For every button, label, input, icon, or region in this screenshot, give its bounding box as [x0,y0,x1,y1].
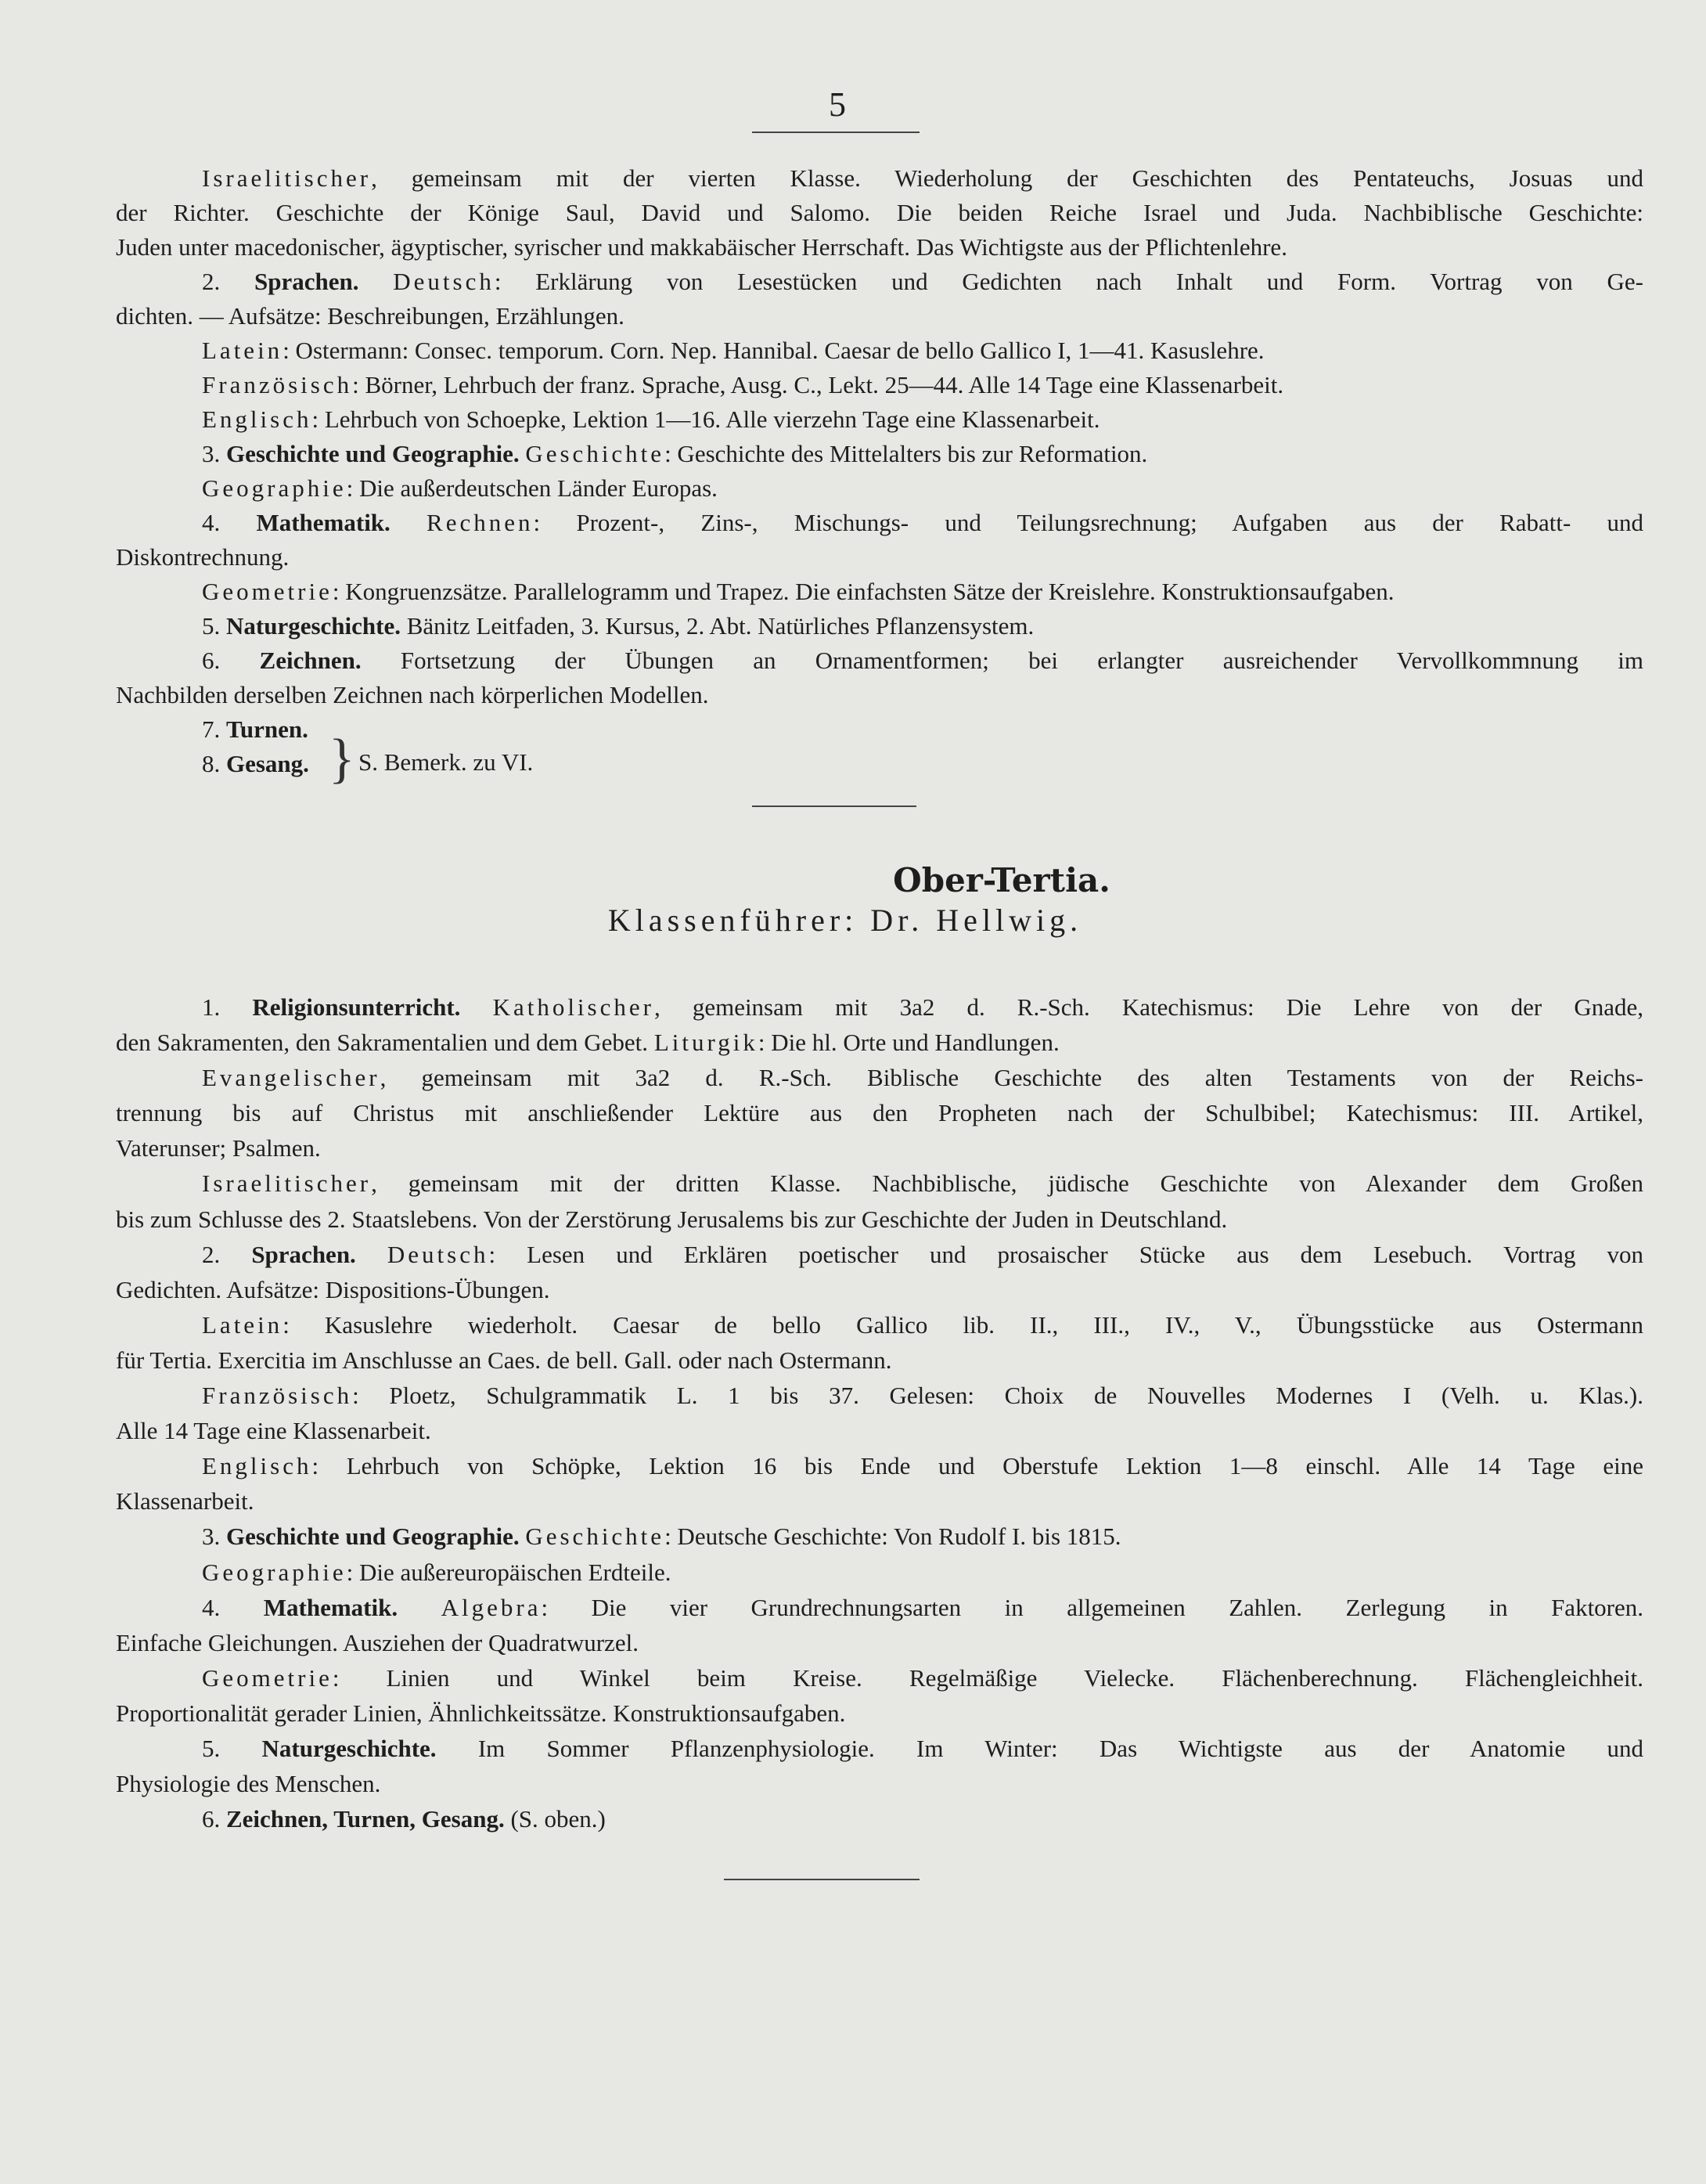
text-segment: den Sakramenten, den Sakramentalien und dem Gebet. [116,1029,654,1057]
topic-label: Algebra [441,1593,542,1621]
text-segment: Vaterunser; Psalmen. [116,1134,321,1162]
text-segment [391,509,426,536]
text-segment: : Kasuslehre wiederholt. Caesar de bello Gallico lib. II., III., IV., V., Übungsstücke aus Ostermann [283,1310,1643,1339]
text-line [116,1060,1643,1095]
text-line [116,1272,1643,1307]
text-segment: 5. [202,1734,262,1762]
class-teacher: Klassenführer: Dr. Hellwig. [607,903,1083,938]
text-segment: : Lesen und Erklären poetischer und prosaischer Stücke aus dem Lesebuch. Vortrag von [488,1240,1643,1268]
text-segment: : Kongruenzsätze. Parallelogramm und Trapez. Die einfachsten Sätze der Kreislehre. Konstruktionsaufgaben. [332,578,1395,605]
subject-heading: Mathematik. [263,1593,398,1621]
paragraph [116,402,1643,437]
subject-heading: Sprachen. [251,1240,356,1268]
paragraph [116,989,1643,1060]
paragraph [116,161,1643,265]
text-line [116,196,1643,230]
text-segment: Fortsetzung der Übungen an Ornamentformen; bei erlangter ausreichender Vervollkommnung im [361,647,1644,674]
text-line [116,540,1643,575]
topic-label: Französisch [202,1382,353,1410]
text-line [116,1166,1643,1201]
text-segment: Proportionalität gerader Linien, Ähnlichkeitssätze. Konstruktionsaufgaben. [116,1699,846,1727]
text-segment: 3. [202,1523,226,1551]
text-segment: : Geschichte des Mittelalters bis zur Reformation. [664,440,1148,467]
text-segment: 6. [202,647,260,674]
topic-label: Geographie [202,474,347,502]
text-segment: der Richter. Geschichte der Könige Saul, David und Salomo. Die beiden Reiche Israel und Juda. Nachbiblische Geschichte: [116,199,1643,226]
text-line [116,1696,1643,1731]
text-line [116,1130,1643,1166]
paragraph [116,265,1643,333]
text-line [116,1237,1643,1272]
text-segment [398,1594,441,1621]
text-segment: Bänitz Leitfaden, 3. Kursus, 2. Abt. Natürliches Pflanzensystem. [400,612,1035,640]
topic-label: Rechnen [426,509,534,536]
text-segment: : Lehrbuch von Schoepke, Lektion 1—16. Alle vierzehn Tage eine Klassenarbeit. [311,405,1100,433]
text-segment: (S. oben.) [504,1805,606,1833]
text-segment [460,993,492,1021]
subject-heading: Religionsunterricht. [252,993,461,1021]
text-line [116,1342,1643,1378]
topic-label: Geometrie [202,578,333,605]
text-segment: : Prozent-, Zins-, Mischungs- und Teilungsrechnung; Aufgaben aus der Rabatt- und [533,509,1643,536]
paragraph [116,609,1643,643]
text-line [116,1413,1643,1448]
text-line [116,402,1643,437]
closing-divider [724,1879,920,1880]
topic-label: Deutsch [393,268,495,295]
paragraph [116,1555,1643,1590]
text-line [116,609,1643,643]
topic-label: Geographie [202,1558,347,1586]
text-segment: : Ostermann: Consec. temporum. Corn. Nep. Hannibal. Caesar de bello Gallico I, 1—41. Kasuslehre. [283,337,1265,364]
topic-label: Israelitischer [202,164,372,192]
subject-heading: Turnen. [226,715,308,743]
text-line [116,333,1643,368]
topic-label: Geometrie [202,1663,333,1692]
text-line [116,1483,1643,1519]
paragraph [116,1660,1643,1731]
text-segment: : Die außerdeutschen Länder Europas. [346,474,718,502]
text-segment: 7. [202,715,226,743]
text-line [116,161,1643,196]
text-segment: Diskontrechnung. [116,543,290,571]
text-segment: Gedichten. Aufsätze: Dispositions-Übungen. [116,1275,550,1303]
paragraph [116,368,1643,402]
text-line [116,230,1643,265]
text-line [116,1590,1643,1625]
topic-label: Französisch [202,371,353,398]
subject-heading: Geschichte und Geographie. [226,440,520,467]
text-segment: : Erklärung von Lesestücken und Gedichten nach Inhalt und Form. Vortrag von Ge- [494,268,1644,295]
topic-label: Israelitischer [202,1169,372,1198]
paragraph [116,1519,1643,1554]
text-segment: 6. [202,1805,226,1833]
topic-label: Englisch [202,405,312,433]
text-line [116,506,1643,540]
class-title: Ober-Tertia. [893,861,1110,899]
paragraph [116,437,1643,471]
text-line [116,989,1643,1025]
text-segment: : Linien und Winkel beim Kreise. Regelmäßige Vielecke. Flächenberechnung. Flächengleichheit. [332,1663,1643,1692]
subject-heading: Gesang. [226,750,309,777]
text-line [116,1801,1643,1836]
text-segment: 5. [202,612,226,640]
subject-heading: Naturgeschichte. [226,612,401,640]
text-segment: : Deutsche Geschichte: Von Rudolf I. bis 1815. [664,1523,1121,1551]
text-line [116,678,1643,712]
subject-heading: Zeichnen, Turnen, Gesang. [226,1805,505,1833]
text-segment: Juden unter macedonischer, ägyptischer, syrischer und makkabäischer Herrschaft. Das Wichtigste aus der Pflichtenlehre. [116,233,1287,261]
text-line [116,1555,1643,1590]
text-segment: 4. [202,1593,264,1621]
text-line [116,368,1643,402]
topic-label: Katholischer [492,993,654,1021]
text-segment: : Lehrbuch von Schöpke, Lektion 16 bis Ende und Oberstufe Lektion 1—8 einschl. Alle 14 Tage eine [311,1452,1643,1480]
topic-label: Englisch [202,1452,312,1480]
text-segment [359,268,394,295]
text-line [116,1307,1643,1342]
text-line [116,1625,1643,1660]
text-line [116,575,1643,609]
topic-label: Geschichte [525,1523,665,1551]
text-segment: , gemeinsam mit 3a2 d. R.-Sch. Biblische Geschichte des alten Testaments von der Reichs- [380,1064,1643,1092]
paragraph [116,1307,1643,1378]
text-line [116,299,1643,333]
text-line [116,1766,1643,1801]
text-line [116,1660,1643,1696]
paragraph [116,643,1643,712]
paragraph [116,471,1643,506]
subject-heading: Sprachen. [254,268,359,295]
text-segment: Im Sommer Pflanzenphysiologie. Im Winter: Das Wichtigste aus der Anatomie und [436,1734,1644,1762]
text-segment: 2. [202,1240,252,1268]
text-segment: Alle 14 Tage eine Klassenarbeit. [116,1417,431,1445]
text-segment [356,1241,387,1268]
text-line [116,265,1643,299]
text-segment: 3. [202,440,226,467]
text-segment: : Börner, Lehrbuch der franz. Sprache, Ausg. C., Lekt. 25—44. Alle 14 Tage eine Klassenarbeit. [352,371,1284,398]
paragraph [116,1448,1643,1519]
text-segment: 8. [202,750,226,777]
topic-label: Latein [202,337,283,364]
subject-heading: Naturgeschichte. [261,1734,437,1762]
paragraph [116,333,1643,368]
text-segment: : Die hl. Orte und Handlungen. [758,1029,1060,1057]
text-segment: , gemeinsam mit der dritten Klasse. Nachbiblische, jüdische Geschichte von Alexander dem Großen [371,1169,1643,1198]
topic-label: Liturgik [653,1029,758,1057]
text-segment: : Die vier Grundrechnungsarten in allgemeinen Zahlen. Zerlegung in Faktoren. [541,1593,1644,1621]
topic-label: Evangelischer [202,1064,380,1092]
text-segment: 1. [202,993,253,1021]
paragraph [116,575,1643,609]
text-line [116,1202,1643,1237]
text-segment: dichten. — Aufsätze: Beschreibungen, Erzählungen. [116,302,624,330]
text-segment: trennung bis auf Christus mit anschließender Lektüre aus den Propheten nach der Schulbibel; Katechismus: III. Artikel, [116,1099,1643,1127]
text-line [116,1378,1643,1413]
paragraph [116,1731,1643,1801]
paragraph [116,1060,1643,1166]
paragraph [116,1801,1643,1836]
text-segment: Physiologie des Menschen. [116,1770,381,1798]
text-line [116,471,1643,506]
paragraph [116,1378,1643,1448]
shared-note: S. Bemerk. zu VI. [358,748,534,776]
text-line [116,643,1643,678]
brace-symbol: } [329,729,355,789]
paragraph [116,1237,1643,1307]
text-segment: Klassenarbeit. [116,1487,254,1515]
topic-label: Latein [202,1310,283,1339]
text-segment: bis zum Schlusse des 2. Staatslebens. Von der Zerstörung Jerusalems bis zur Geschichte der Juden in Deutschland. [116,1205,1228,1233]
text-segment: , gemeinsam mit der vierten Klasse. Wiederholung der Geschichten des Pentateuchs, Josuas und [371,164,1643,192]
text-segment: für Tertia. Exercitia im Anschlusse an Caes. de bell. Gall. oder nach Ostermann. [116,1346,892,1374]
subject-heading: Zeichnen. [259,647,362,674]
paragraph [116,506,1643,575]
section-divider [752,805,916,807]
page-number: 5 [829,85,846,124]
paragraph [116,1166,1643,1236]
text-segment: 4. [202,509,257,536]
text-line [116,1095,1643,1130]
text-line [116,1519,1643,1554]
section-previous-class-curriculum [116,161,1643,781]
paragraph [116,1590,1643,1660]
text-line [116,1448,1643,1483]
subject-heading: Geschichte und Geographie. [226,1523,520,1551]
subject-heading: Mathematik. [256,509,391,536]
text-segment: Einfache Gleichungen. Ausziehen der Quadratwurzel. [116,1628,639,1656]
text-segment: 2. [202,268,254,295]
text-segment: : Ploetz, Schulgrammatik L. 1 bis 37. Gelesen: Choix de Nouvelles Modernes I (Velh. u. Klas.). [352,1382,1643,1410]
topic-label: Deutsch [387,1240,489,1268]
text-line [116,437,1643,471]
text-segment: : Die außereuropäischen Erdteile. [346,1558,671,1586]
page-number-rule [752,132,920,133]
text-line [116,1025,1643,1060]
text-segment: Nachbilden derselben Zeichnen nach körperlichen Modellen. [116,681,709,708]
text-line [116,1731,1643,1766]
section-ober-tertia-curriculum [116,989,1643,1836]
topic-label: Geschichte [525,440,665,467]
text-segment: , gemeinsam mit 3a2 d. R.-Sch. Katechismus: Die Lehre von der Gnade, [653,993,1644,1021]
